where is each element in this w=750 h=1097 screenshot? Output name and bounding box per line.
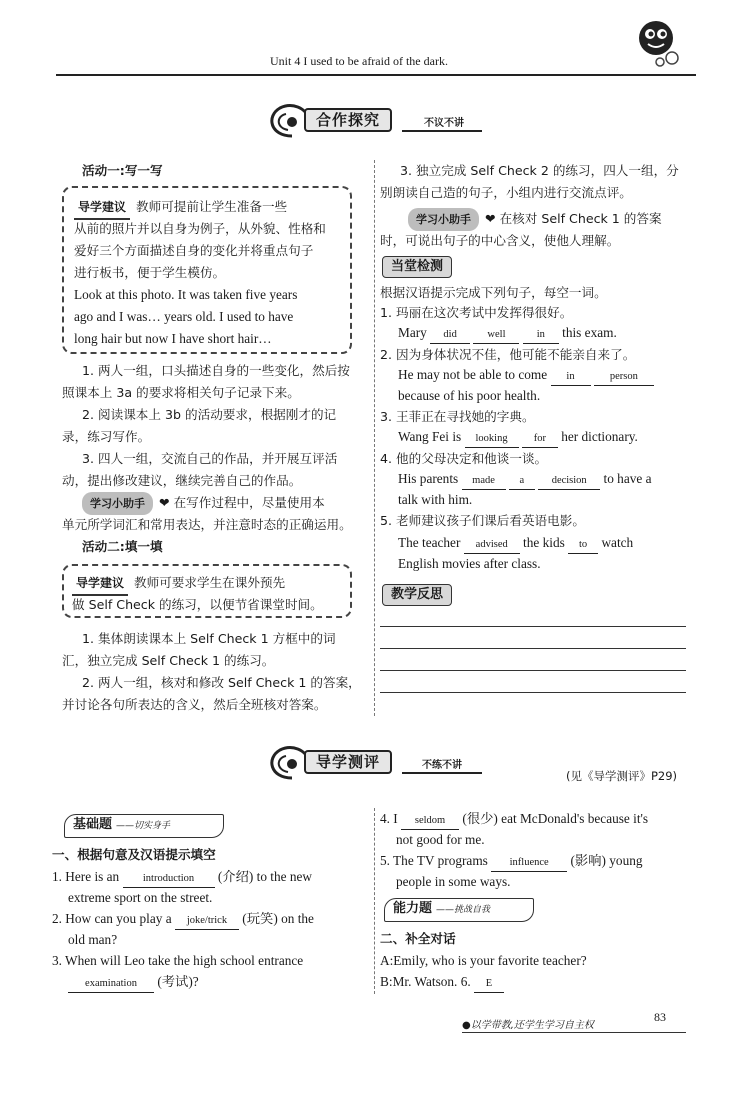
guide1-line-4: Look at this photo. It was taken five years: [74, 287, 298, 302]
reflection-line-4[interactable]: [380, 692, 686, 693]
step3-line-0: 3. 独立完成 Self Check 2 的练习，四人一组，分: [400, 163, 679, 178]
basic-q2-blank[interactable]: joke/trick: [175, 913, 239, 930]
step-line-4: 3. 四人一组，交流自己的作品，并开展互评活: [82, 451, 338, 466]
dialogue-line-2: B:Mr. Watson. 6. E: [380, 971, 504, 993]
q4-zh: 4. 他的父母决定和他谈一谈。: [380, 451, 548, 466]
banner-title: 合作探究: [304, 108, 392, 132]
ability-part-title: 二、补全对话: [380, 931, 456, 946]
step3-line-1: 别朗读自己造的句子，小组内进行交流点评。: [380, 185, 632, 200]
q4-blank-1[interactable]: made: [462, 473, 506, 490]
basic-q4-2: not good for me.: [396, 832, 485, 847]
activity2-title: 活动二:填一填: [82, 539, 163, 554]
q2-en-2: because of his poor health.: [398, 388, 541, 403]
q5-en: The teacher advised the kids to watch: [398, 532, 633, 554]
step-line-0: 1. 两人一组，口头描述自身的一些变化，然后按: [82, 363, 350, 378]
reflection-line-3[interactable]: [380, 670, 686, 671]
basic-q1: 1. Here is an introduction (介绍) to the new: [52, 866, 312, 888]
unit-title: Unit 4 I used to be afraid of the dark.: [270, 54, 448, 68]
helper1-line-1: 单元所学词汇和常用表达，并注意时态的正确运用。: [62, 517, 352, 532]
basic-q3-blank[interactable]: examination: [68, 976, 154, 993]
q1-blank-1[interactable]: did: [430, 327, 470, 344]
q5-zh: 5. 老师建议孩子们课后看英语电影。: [380, 513, 585, 528]
guide1-line-6: long hair but now I have short hair…: [74, 331, 272, 346]
q1-zh: 1. 玛丽在这次考试中发挥得很好。: [380, 305, 573, 320]
guide2-line-0: 导学建议 教师可要求学生在课外预先: [72, 572, 285, 596]
section-banner-test: [262, 740, 482, 780]
helper2-line-1: 时，可说出句子的中心含义，使他人理解。: [380, 233, 620, 248]
mascot-icon: [632, 16, 684, 68]
footer-slogan: ●以学带教,还学生学习自主权: [462, 1020, 594, 1031]
guide1-line-2: 爱好三个方面描述自身的变化并将重点句子: [74, 243, 314, 258]
step2-line-1: 汇，独立完成 Self Check 1 的练习。: [62, 653, 275, 668]
helper1-tag: 学习小助手: [82, 492, 153, 515]
basic-q5-blank[interactable]: influence: [491, 855, 567, 872]
q1-blank-2[interactable]: well: [473, 327, 519, 344]
guide2-line-1: 做 Self Check 的练习，以便节省课堂时间。: [72, 597, 323, 612]
guide1-line-0: 导学建议 教师可提前让学生准备一些: [74, 196, 287, 220]
q1-blank-3[interactable]: in: [523, 327, 559, 344]
q5-blank-1[interactable]: advised: [464, 537, 520, 554]
guide2-tag: 导学建议: [72, 573, 128, 596]
banner-underline: [402, 130, 482, 132]
banner-subtitle: 不议不讲: [424, 118, 464, 129]
heart-icon: ❤: [159, 495, 170, 510]
dialogue-blank-6[interactable]: E: [474, 976, 504, 993]
step-line-5: 动，提出修改建议，继续完善自己的作品。: [62, 473, 302, 488]
step-line-1: 照课本上 3a 的要求将相关句子记录下来。: [62, 385, 300, 400]
column-divider-2: [374, 808, 375, 994]
step-line-2: 2. 阅读课本上 3b 的活动要求，根据刚才的记: [82, 407, 337, 422]
step2-line-3: 并讨论各句所表达的含义，然后全班核对答案。: [62, 697, 327, 712]
step2-line-0: 1. 集体朗读课本上 Self Check 1 方框中的词: [82, 631, 336, 646]
guide1-line-5: ago and I was… years old. I used to have: [74, 309, 294, 324]
basic-q2: 2. How can you play a joke/trick (玩笑) on the: [52, 908, 314, 930]
q3-en: Wang Fei is looking for her dictionary.: [398, 426, 638, 448]
basic-q5-2: people in some ways.: [396, 874, 511, 889]
section-banner-cooperate: [262, 98, 482, 138]
q2-zh: 2. 因为身体状况不佳，他可能不能亲自来了。: [380, 347, 636, 362]
heart-icon: ❤: [485, 211, 496, 226]
basic-q4-blank[interactable]: seldom: [401, 813, 459, 830]
class-check-title: 当堂检测: [382, 256, 452, 278]
page-header: [56, 48, 696, 76]
basic-q3: 3. When will Leo take the high school entrance: [52, 953, 304, 968]
q3-blank-1[interactable]: looking: [465, 431, 519, 448]
basic-q3-2: examination (考试)?: [68, 971, 199, 993]
q4-blank-3[interactable]: decision: [538, 473, 600, 490]
basic-q1-2: extreme sport on the street.: [68, 890, 213, 905]
q1-en: Mary did well in this exam.: [398, 322, 617, 344]
reflection-line-1[interactable]: [380, 626, 686, 627]
guide1-line-1: 从前的照片并以自身为例子，从外貌、性格和: [74, 221, 326, 236]
q3-zh: 3. 王菲正在寻找她的字典。: [380, 409, 535, 424]
q2-blank-1[interactable]: in: [551, 369, 591, 386]
q5-blank-2[interactable]: to: [568, 537, 598, 554]
helper2-line-0: 学习小助手 ❤ 在核对 Self Check 1 的答案: [408, 208, 662, 231]
q4-en: His parents made a decision to have a: [398, 468, 652, 490]
reflection-title: 教学反思: [382, 584, 452, 606]
step-line-3: 录，练习写作。: [62, 429, 151, 444]
banner-underline: [402, 772, 482, 774]
q2-blank-2[interactable]: person: [594, 369, 654, 386]
helper2-tag: 学习小助手: [408, 208, 479, 231]
step2-line-2: 2. 两人一组，核对和修改 Self Check 1 的答案，: [82, 675, 361, 690]
q5-en-2: English movies after class.: [398, 556, 541, 571]
basic-q5: 5. The TV programs influence (影响) young: [380, 850, 643, 872]
banner-title: 导学测评: [304, 750, 392, 774]
helper1-line-0: 学习小助手 ❤ 在写作过程中，尽量使用本: [82, 492, 325, 515]
class-check-instruction: 根据汉语提示完成下列句子，每空一词。: [380, 285, 607, 300]
basic-part-title: 一、根据句意及汉语提示填空: [52, 847, 216, 862]
column-divider: [374, 160, 375, 716]
activity1-title: 活动一:写一写: [82, 163, 163, 178]
ability-title-box: 能力题 ——挑战自我: [384, 898, 534, 922]
page-number: 83: [654, 1010, 666, 1024]
guide1-tag: 导学建议: [74, 197, 130, 220]
q4-blank-2[interactable]: a: [509, 473, 535, 490]
basic-q4: 4. I seldom (很少) eat McDonald's because it's: [380, 808, 648, 830]
banner-subtitle: 不练不讲: [422, 760, 462, 771]
guide1-line-3: 进行板书，便于学生模仿。: [74, 265, 226, 280]
basic-title-box: 基础题 ——切实身手: [64, 814, 224, 838]
q2-en: He may not be able to come in person: [398, 364, 654, 386]
reflection-line-2[interactable]: [380, 648, 686, 649]
dialogue-line-1: A:Emily, who is your favorite teacher?: [380, 953, 587, 968]
footer-line: [462, 1032, 686, 1033]
basic-q1-blank[interactable]: introduction: [123, 871, 215, 888]
q3-blank-2[interactable]: for: [522, 431, 558, 448]
test-reference: (见《导学测评》P29): [566, 769, 678, 783]
basic-q2-2: old man?: [68, 932, 118, 947]
q4-en-2: talk with him.: [398, 492, 473, 507]
